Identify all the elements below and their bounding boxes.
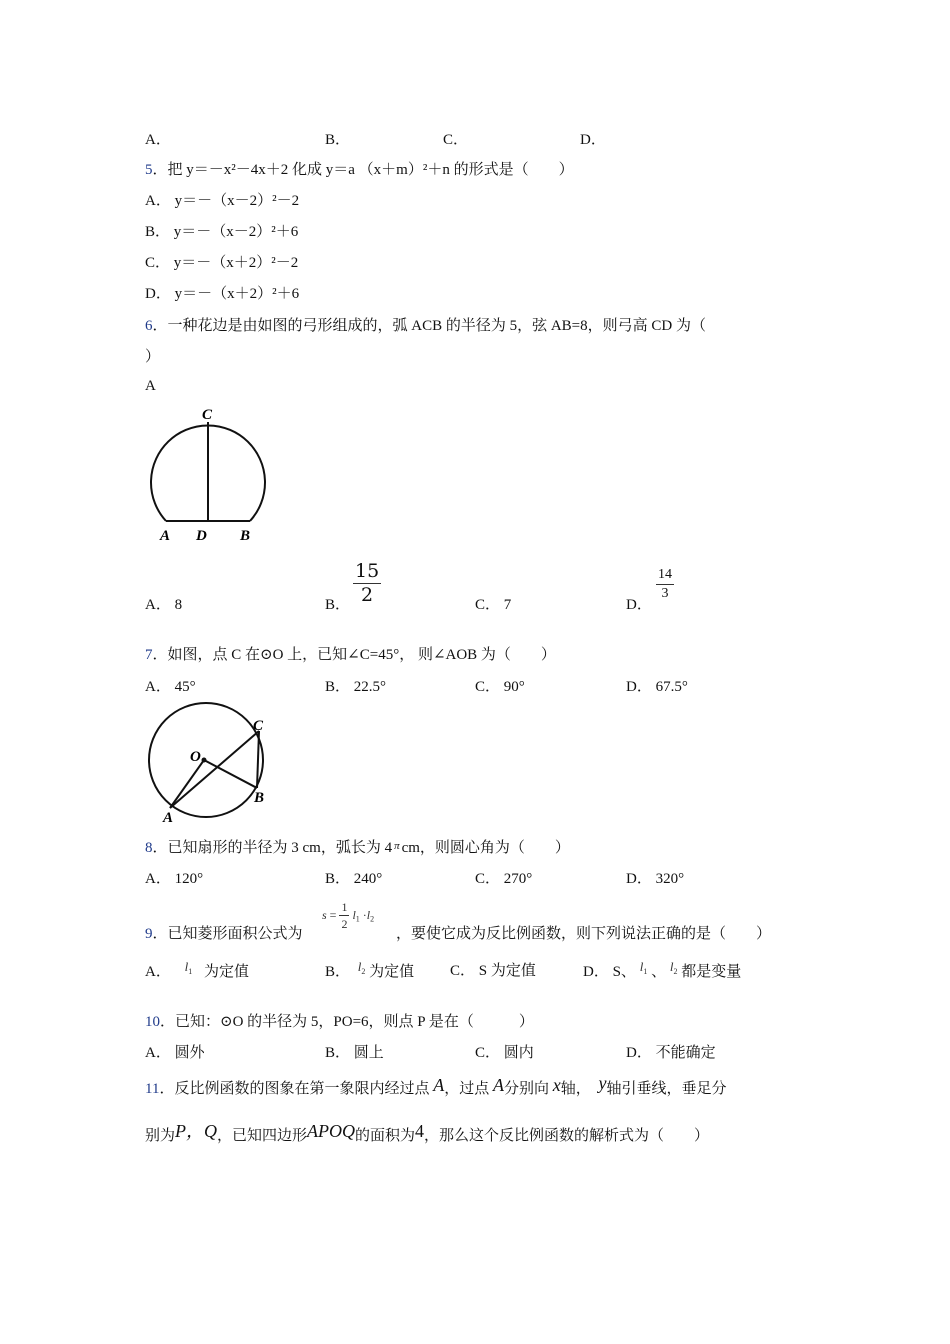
q4-choice-a: A． xyxy=(145,132,171,148)
q6-choice-d-label: D． xyxy=(626,597,652,613)
question-11-line-1: 11．反比例函数的图象在第一象限内经过点 A，过点 A分别向 x轴， y轴引垂线，垂足分 xyxy=(145,1073,727,1097)
q5-choice-d: D． y＝－（x＋2）²＋6 xyxy=(145,286,300,302)
q7-choice-d: D． 67.5° xyxy=(626,679,688,695)
q5-choice-b: B． y＝－（x－2）²＋6 xyxy=(145,224,299,240)
question-8-stem: 8．已知扇形的半径为 3 cm，弧长为 4 $^\pi$ cm，则圆心角为（ ） xyxy=(145,840,570,856)
figure-label-c: C xyxy=(202,407,213,423)
q10-choice-d: D． 不能确定 xyxy=(626,1045,716,1061)
q8-choice-c: C． 270° xyxy=(475,871,533,887)
figure-label-o: O xyxy=(190,749,201,765)
q7-choice-b: B． 22.5° xyxy=(325,679,387,695)
question-9-stem-start: 9．已知菱形面积公式为 xyxy=(145,926,303,942)
q6-answer-hint: A xyxy=(145,378,156,394)
segment-figure xyxy=(140,400,280,550)
q6-choice-b-fraction: $\frac{15}{2}$ xyxy=(355,560,380,606)
q6-choice-d-fraction: $\frac{14}{3}$ xyxy=(658,567,672,601)
q8-choice-a: A． 120° xyxy=(145,871,204,887)
q5-choice-c: C． y＝－（x＋2）²－2 xyxy=(145,255,299,271)
question-6-stem-end: ） xyxy=(145,349,161,365)
question-9-stem-end: ，要使它成为反比例函数，则下列说法正确的是（ ） xyxy=(396,926,772,942)
circle-figure xyxy=(140,698,280,826)
figure-label-d: D xyxy=(196,528,207,544)
q9-choice-d: D． S、 $l_1$ 、 $l_2$ 都是变量 xyxy=(583,959,742,980)
question-11-line-2: 别为P，Q，已知四边形APOQ的面积为4，那么这个反比例函数的解析式为（ ） xyxy=(145,1121,710,1144)
q6-choice-c: C． 7 xyxy=(475,597,512,613)
q6-choice-b-label: B． xyxy=(325,597,351,613)
q4-choice-c: C． xyxy=(443,132,469,148)
q9-choice-a: A． $l_1$ 为定值 xyxy=(145,959,249,980)
q10-choice-b: B． 圆上 xyxy=(325,1045,384,1061)
figure-label-b: B xyxy=(240,528,251,544)
q7-choice-c: C． 90° xyxy=(475,679,525,695)
figure-label-c: C xyxy=(253,718,264,734)
q6-choice-a: A． 8 xyxy=(145,597,183,613)
q7-choice-a: A． 45° xyxy=(145,679,196,695)
q4-choice-d: D． xyxy=(580,132,606,148)
q9-choice-c: C． S 为定值 xyxy=(450,963,536,979)
q10-choice-a: A． 圆外 xyxy=(145,1045,205,1061)
question-7-stem: 7．如图，点 C 在⊙O 上，已知∠C=45°， 则∠AOB 为（ ） xyxy=(145,647,556,663)
q8-choice-d: D． 320° xyxy=(626,871,685,887)
figure-label-b: B xyxy=(254,790,265,806)
question-6-stem: 6．一种花边是由如图的弓形组成的，弧 ACB 的半径为 5，弦 AB=8，则弓高 CD 为（ xyxy=(145,318,706,334)
q8-choice-b: B． 240° xyxy=(325,871,383,887)
figure-label-a: A xyxy=(163,810,174,826)
q5-choice-a: A． y＝－（x－2）²－2 xyxy=(145,193,300,209)
question-10-stem: 10．已知：⊙O 的半径为 5，PO=6，则点 P 是在（ ） xyxy=(145,1014,534,1030)
q4-choice-b: B． xyxy=(325,132,351,148)
q9-choice-b: B． $l_2$ 为定值 xyxy=(325,959,415,980)
question-5-stem: 5．把 y＝－x²－4x＋2 化成 y＝a （x＋m）²＋n 的形式是（ ） xyxy=(145,162,574,178)
rhombus-area-formula: s = $\frac{1}{2}$ $l_1 \cdot l_2$ xyxy=(322,900,375,931)
figure-label-a: A xyxy=(160,528,171,544)
q10-choice-c: C． 圆内 xyxy=(475,1045,534,1061)
